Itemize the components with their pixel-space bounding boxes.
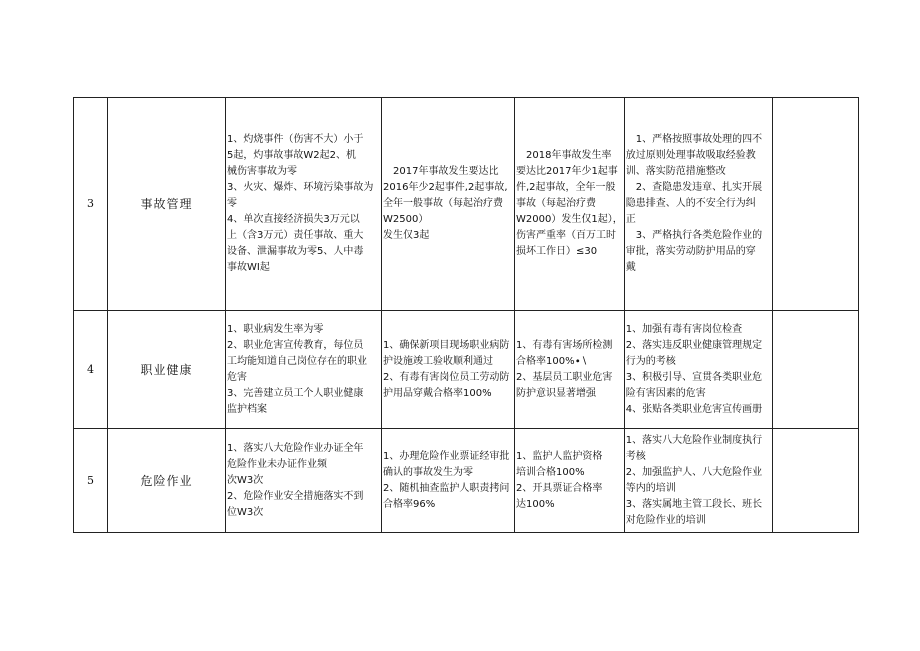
cell-line: 危险作业未办证作业频 <box>227 458 327 470</box>
cell-note <box>772 311 858 429</box>
cell-line: 1、职业病发生率为零 <box>227 323 324 335</box>
cell-line: 发生仅3起 <box>383 230 430 241</box>
cell-line: 伤害严重率（百万工时 <box>516 230 616 241</box>
cell-line: 4、单次直接经济损失3万元以 <box>227 214 360 225</box>
cell-line: 2018年事故发生率 <box>516 150 612 161</box>
cell-line: 4、张贴各类职业危害宣传画册 <box>625 403 763 415</box>
safety-target-table <box>73 97 859 533</box>
cell-line: 3、积极引导、宣贯各类职业危 <box>625 371 763 383</box>
cell-line: 护用品穿戴合格率100% <box>383 387 492 399</box>
cell-line: 工均能知道自己岗位存在的职业 <box>227 355 367 367</box>
cell-measures <box>624 98 772 311</box>
cell-line: 要达比2017年少1起事 <box>516 166 618 177</box>
cell-note <box>772 429 858 533</box>
cell-line: 训、落实防范措施整改 <box>625 166 726 177</box>
cell-y2017 <box>382 311 515 429</box>
cell-line: 1、办理危险作业票证经审批 <box>383 450 510 462</box>
row-number: 4 <box>74 311 108 429</box>
cell-line: 1、监护人监护资格 <box>516 450 603 462</box>
cell-line: 2、有毒有害岗位员工劳动防 <box>383 371 510 383</box>
cell-line: 位W3次 <box>227 506 264 518</box>
cell-y2018 <box>515 311 625 429</box>
cell-line: 3、落实属地主管工段长、班长 <box>625 498 763 510</box>
table-row <box>74 311 859 429</box>
cell-y2017 <box>382 429 515 533</box>
cell-line: 对危险作业的培训 <box>625 514 706 526</box>
cell-target <box>226 429 382 533</box>
cell-line: 考核 <box>625 450 646 462</box>
cell-measures <box>624 311 772 429</box>
cell-line: 2、加强监护人、八大危险作业 <box>625 466 763 478</box>
cell-line: 全年一般事故（每起治疗费 <box>383 198 503 209</box>
cell-line: 护设施竣工验收顺利通过 <box>383 355 493 367</box>
cell-line: 1、落实八大危险作业制度执行 <box>625 434 763 446</box>
cell-line: 等内的培训 <box>625 482 676 494</box>
cell-line: 械伤害事故为零 <box>227 166 297 177</box>
cell-measures <box>624 429 772 533</box>
cell-line: 上（含3万元）责任事故、重大 <box>227 230 364 241</box>
cell-line: 1、落实八大危险作业办证全年 <box>227 442 364 454</box>
cell-line: 5起，灼事故事故W2起2、机 <box>227 150 356 161</box>
cell-line: 合格率96% <box>383 498 436 510</box>
row-category: 危险作业 <box>108 429 226 533</box>
cell-line: 损坏工作日）≤30 <box>516 246 598 257</box>
cell-line: 监护档案 <box>227 403 267 415</box>
row-category: 职业健康 <box>108 311 226 429</box>
cell-line: 2016年少2起事件,2起事故, <box>383 182 508 193</box>
row-number: 3 <box>74 98 108 311</box>
table-body <box>74 98 859 533</box>
cell-line: 设备、泄漏事故为零5、人中毒 <box>227 246 364 257</box>
cell-y2018 <box>515 98 625 311</box>
cell-line: 2、职业危害宣传教育，每位员 <box>227 339 364 351</box>
cell-line: 2、基层员工职业危害 <box>516 371 613 383</box>
cell-note <box>772 98 858 311</box>
cell-line: 3、严格执行各类危险作业的 <box>625 230 763 241</box>
cell-line: 2、查隐患发违章、扎实开展 <box>625 182 763 193</box>
cell-line: 1、有毒有害场所检测 <box>516 339 613 351</box>
cell-line: 次W3次 <box>227 474 264 486</box>
cell-target <box>226 98 382 311</box>
cell-line: 零 <box>227 198 237 209</box>
cell-line: 戴 <box>625 262 636 273</box>
row-number: 5 <box>74 429 108 533</box>
cell-line: 2、随机抽查监护人职责拷问 <box>383 482 510 494</box>
cell-line: W2500） <box>383 214 429 225</box>
table-row <box>74 98 859 311</box>
cell-line: 放过原则处理事故吸取经验教 <box>625 150 756 161</box>
cell-line: 正 <box>625 214 636 225</box>
cell-line: 合格率100%∙∖ <box>516 355 588 367</box>
cell-y2018 <box>515 429 625 533</box>
cell-line: 行为的考核 <box>625 355 676 367</box>
cell-line: 达100% <box>516 498 555 510</box>
cell-line: 3、完善建立员工个人职业健康 <box>227 387 364 399</box>
cell-line: 2、落实违反职业健康管理规定 <box>625 339 763 351</box>
table-row <box>74 429 859 533</box>
cell-line: W2000）发生仅1起）， <box>516 214 623 225</box>
cell-line: 2017年事故发生要达比 <box>383 166 499 177</box>
cell-line: 事故WI起 <box>227 262 270 273</box>
cell-line: 培训合格100% <box>516 466 585 478</box>
cell-line: 1、灼烧事件（伤害不大）小于 <box>227 134 364 145</box>
cell-line: 1、严格按照事故处理的四不 <box>625 134 763 145</box>
cell-line: 隐患排查、人的不安全行为纠 <box>625 198 756 209</box>
cell-target <box>226 311 382 429</box>
cell-line: 防护意识显著增强 <box>516 387 596 399</box>
row-category: 事故管理 <box>108 98 226 311</box>
cell-line: 1、确保新项目现场职业病防 <box>383 339 510 351</box>
cell-line: 1、加强有毒有害岗位检查 <box>625 323 743 335</box>
cell-line: 事故（每起治疗费 <box>516 198 596 209</box>
cell-y2017 <box>382 98 515 311</box>
cell-line: 3、火灾、爆炸、环境污染事故为 <box>227 182 374 193</box>
cell-line: 2、危险作业安全措施落实不到 <box>227 490 364 502</box>
cell-line: 2、开具票证合格率 <box>516 482 603 494</box>
cell-line: 审批，落实劳动防护用品的穿 <box>625 246 756 257</box>
cell-line: 确认的事故发生为零 <box>383 466 473 478</box>
cell-line: 险有害因素的危害 <box>625 387 706 399</box>
cell-line: 件,2起事故，全年一般 <box>516 182 616 193</box>
cell-line: 危害 <box>227 371 247 383</box>
